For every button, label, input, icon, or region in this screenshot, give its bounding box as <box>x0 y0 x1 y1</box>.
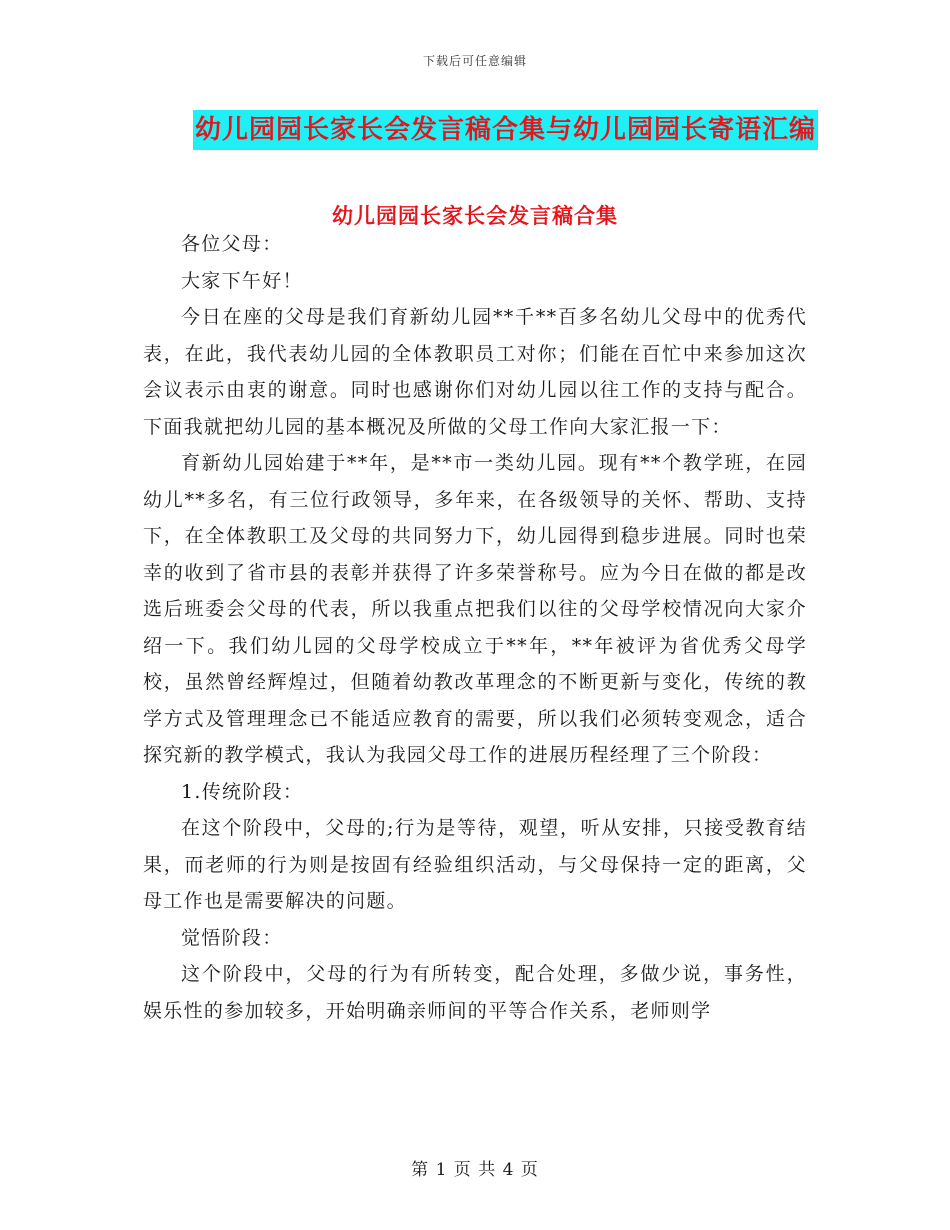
paragraph-stage-2-heading: 觉悟阶段： <box>181 926 283 949</box>
paragraph-overview: 育新幼儿园始建于**年，是**市一类幼儿园。现有**个教学班，在园幼儿**多名，有三位行政领导，多年来，在各级领导的关怀、帮助、支持下，在全体教职工及父母的共同努力下，幼儿园得到稳步进展。同时也荣幸的收到了省市县的表彰并获得了许多荣誉称号。应为今日在做的都是改选后班委会父母的代表，所以我重点把我们以往的父母学校情况向大家介绍一下。我们幼儿园的父母学校成立于**年，**年被评为省优秀父母学校，虽然曾经辉煌过，但随着幼教改革理念的不断更新与变化，传统的教学方式及管理理念已不能适应教育的需要，所以我们必须转变观念，适合探究新的教学模式，我认为我园父母工作的进展历程经理了三个阶段： <box>143 452 807 766</box>
paragraph-stage-1-heading: 1.传统阶段： <box>181 780 304 803</box>
paragraph-intro: 今日在座的父母是我们育新幼儿园**千**百多名幼儿父母中的优秀代表，在此，我代表幼儿园的全体教职员工对你；们能在百忙中来参加这次会议表示由衷的谢意。同时也感谢你们对幼儿园以往工作的支持与配合。下面我就把幼儿园的基本概况及所做的父母工作向大家汇报一下： <box>143 306 807 438</box>
paragraph-greeting: 各位父母： <box>181 233 283 255</box>
paragraph-hello: 大家下午好！ <box>181 269 303 292</box>
paragraph-stage-2-body: 这个阶段中，父母的行为有所转变，配合处理，多做少说，事务性，娱乐性的参加较多，开始明确亲师间的平等合作关系，老师则学 <box>143 963 807 1022</box>
document-title: 幼儿园园长家长会发言稿合集与幼儿园园长寄语汇编 <box>193 110 818 150</box>
page-header-note: 下载后可任意编辑 <box>422 54 527 68</box>
document-body <box>143 226 807 1029</box>
page-number: 第 1 页 共 4 页 <box>411 1160 539 1180</box>
paragraph-stage-1-body: 在这个阶段中，父母的;行为是等待，观望，听从安排，只接受教育结果，而老师的行为则是按固有经验组织活动，与父母保持一定的距离，父母工作也是需要解决的问题。 <box>143 817 807 912</box>
section-title: 幼儿园园长家长会发言稿合集 <box>332 204 618 228</box>
